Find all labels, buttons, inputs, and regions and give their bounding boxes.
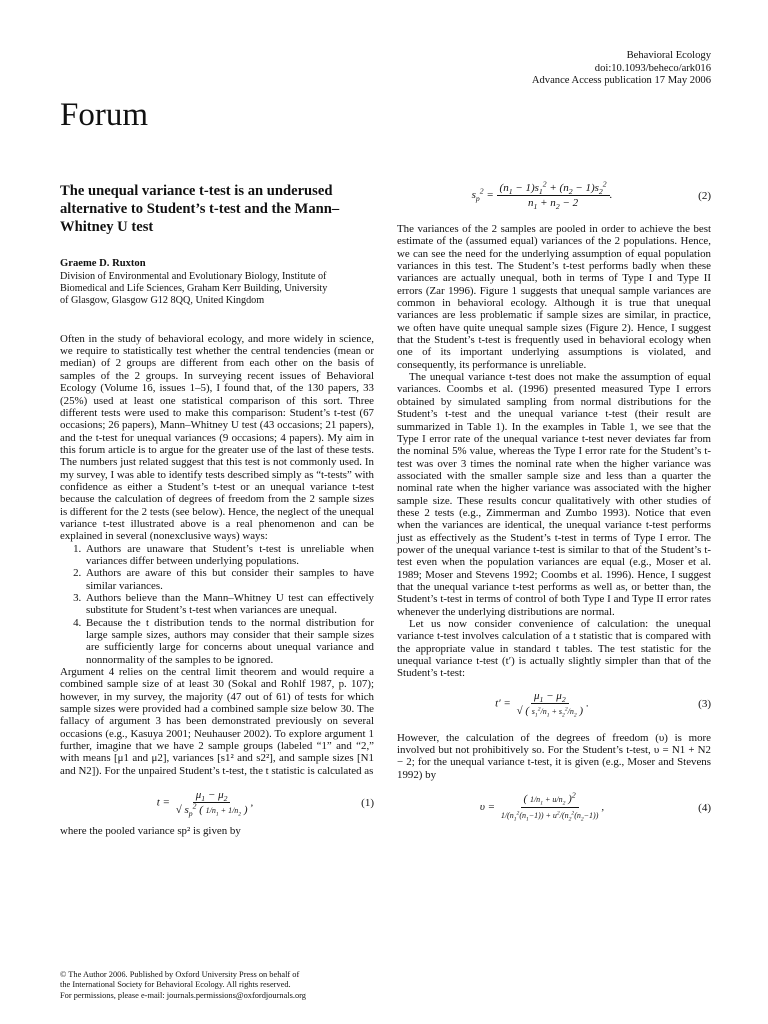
right-column: [397, 180, 711, 822]
degrees-of-freedom-paragraph: However, the calculation of the degrees of freedom (υ) is more involved but not prohibitively so. For the Student’s t-test, υ = N1 + N2 − 2; for the unequal variance t-test, it is given (e.g., Moser and Stevens 1992) by: [397, 731, 711, 781]
unequal-variance-paragraph: The unequal variance t-test does not make the assumption of equal variances. Coombs et al. (1996) presented measured Type I errors obtained by simulated sampling from normal distributions for the Student’s t-test and the unequal variance t-test (their result are summarized in Table 1). In the examples in Table 1, we see that the Type I error rate of the unequal variance t-test never deviates far from the nominal 5% value, whereas the Type I error rate for the Student’s t-test was over 3 times the nominal rate when the higher variance was associated with the smaller sample size and less than a quarter the nominal rate when the higher variance was associated with the higher sample size. These results concur qualitatively with other studies of these 2 tests (e.g., Zimmerman and Zumbo 1993). Notice that even when the variances are identical, the unequal variance t-test performs just as effectively as the Student’s t-test in terms of Type I error. The power of the unequal variance t-test is similar to that of the Student’s t-test even when the population variances are equal (e.g., Moser et al. 1989; Moser and Stevens 1992; Coombs et al. 1996). Hence, I suggest that the unequal variance t-test performs as well as, or better than, the Student’s t-test in terms of control of both Type I and Type II error rates whenever the underlying distributions are normal.: [397, 371, 711, 618]
journal-name: Behavioral Ecology: [626, 50, 711, 61]
equation-number: (1): [361, 797, 374, 810]
journal-doi: doi:10.1093/beheco/ark016: [594, 62, 711, 74]
footer-line: the International Society for Behavioral Ecology. All rights reserved.: [60, 980, 291, 990]
equation-number: (4): [698, 801, 711, 814]
list-item: 3. Authors believe than the Mann–Whitney U test can effectively substitute for Student’s t-test when variances are unequal.: [84, 592, 374, 617]
pooled-variance-text: where the pooled variance sp² is given by: [60, 825, 241, 838]
list-item: 2. Authors are aware of this but consider their samples to have similar variances.: [84, 567, 374, 592]
affiliation-line: Division of Environmental and Evolutionary Biology, Institute of: [60, 270, 327, 282]
article-title: The unequal variance t-test is an underused alternative to Student’s t-test and the Mann–Whitney U test: [60, 183, 340, 235]
equation-2: $s_p^2$ = $\frac{(n_1 - 1)s_1^2 + (n_2 - 1)s_2^2}{n_1 + n_2 - 2}$ . (2): [471, 179, 711, 212]
list-item: 1. Authors are unaware that Student’s t-test is unreliable when variances differ between underlying populations.: [84, 543, 374, 568]
author-name: Graeme D. Ruxton: [60, 258, 146, 269]
footer-line: © The Author 2006. Published by Oxford University Press on behalf of: [60, 970, 300, 979]
intro-paragraph: Often in the study of behavioral ecology, and more widely in science, we require to statistically test whether the central tendencies (mean or median) of 2 groups are different from each other on the basis of samples of the 2 groups. In surveying recent issues of Behavioral Ecology (Volume 16, issues 1–5), I found that, of the 130 papers, 33 (25%) used at least one statistical comparison of this sort. Three different tests were used to make this comparison: Student’s t-test (67 occasions; 26 papers), Mann–Whitney U test (43 occasions; 21 papers), and the t-test for unequal variances (9 occasions; 4 papers). My aim in this forum article is to argue for the greater use of the last of these tests. The numbers just related suggest that this test is not commonly used. In my survey, I was able to identify tests described simply as “t-tests” with confidence as either a Student’s t-test or an unequal variance t-test because the calculation of degrees of freedom from the 2 sample sizes is different for the 2 tests (see below). Hence, the neglect of the unequal variance t-test illustrated above is a real phenomenon and can be explained in several (nonexclusive ways) ways:: [60, 332, 374, 543]
equation-1: t = $\frac{\mu_1 - \mu_2}{√ s_p^2 ( 1/n_1 + 1/n_2 )}$ , (1): [156, 789, 374, 819]
argument-paragraph: Argument 4 relies on the central limit theorem and would require a combined sample size of at least 30 (Sokal and Rohlf 1987, p. 107); however, in my survey, the majority (47 out of 61) of tests for which sample sizes were provided had a combined sample size below 30. The fallacy of argument 3 has been demonstrated previously on several occasions (e.g., Kasuya 2001; Neuhauser 2002). To explore argument 1 further, imagine that we have 2 sample groups (labeled “1” and “2,” with means [μ1 and μ2], variances [s1² and s2²], and sample sizes [N1 and N2]). For the unpaired Student’s t-test, the t statistic is calculated as: [60, 666, 374, 777]
journal-access: Advance Access publication 17 May 2006: [531, 75, 711, 87]
reasons-list: [60, 543, 374, 666]
left-column: [60, 180, 374, 838]
copyright-footer: [60, 970, 380, 1001]
equation-3: t′ = $\frac{\mu_1 - \mu_2}{√ ( s_1^2/n_1 + s_2^2/n_2 )}$ . (3): [495, 689, 711, 719]
footer-line: For permissions, please e-mail: journals.permissions@oxfordjournals.org: [60, 990, 306, 1000]
convenience-paragraph: Let us now consider convenience of calculation: the unequal variance t-test involves calculation of a t statistic that is compared with the appropriate value in standard t tables. The test statistic for the unequal variance t-test (t′) is actually slightly simpler than that of the Student’s t-test:: [397, 618, 711, 680]
equation-number: (3): [698, 697, 711, 710]
equation-4: υ = $\frac{( 1/n_1 + u/n_2 )^2}{1/(n_1^2(n_1-1)) + u^2/(n_2^2(n_2-1))}$ , (4): [479, 790, 711, 823]
equation-number: (2): [698, 189, 711, 202]
list-item: 4. Because the t distribution tends to the normal distribution for large sample sizes, authors may consider that their sample sizes are sufficiently large for concerns about unequal variance and nonnormality of the samples to be ignored.: [84, 617, 374, 666]
section-title: Forum: [60, 97, 149, 133]
journal-info: [411, 50, 711, 88]
author-affiliation: [60, 271, 374, 307]
affiliation-line: Biomedical and Life Sciences, Graham Kerr Building, University: [60, 282, 328, 294]
variance-paragraph: The variances of the 2 samples are pooled in order to achieve the best estimate of the (assumed equal) variances of the 2 populations. Hence, we can see the need for the underlying assumption of equal population variances in this test. The Student’s t-test performs badly when these variances are actually unequal, both in terms of Type I and Type II errors (Zar 1996). Figure 1 suggests that unequal sample variances are common in behavioral ecology. Although it is true that unequal variances are less problematic if sample sizes are similar, in practice, we often have quite unequal sample sizes (Figure 2). Hence, I suggest that the Student’s t-test is frequently used in behavioral ecology when one of its important underlying assumptions is violated, and consequently, its performance is unreliable.: [397, 223, 711, 371]
affiliation-line: of Glasgow, Glasgow G12 8QQ, United Kingdom: [60, 294, 265, 306]
